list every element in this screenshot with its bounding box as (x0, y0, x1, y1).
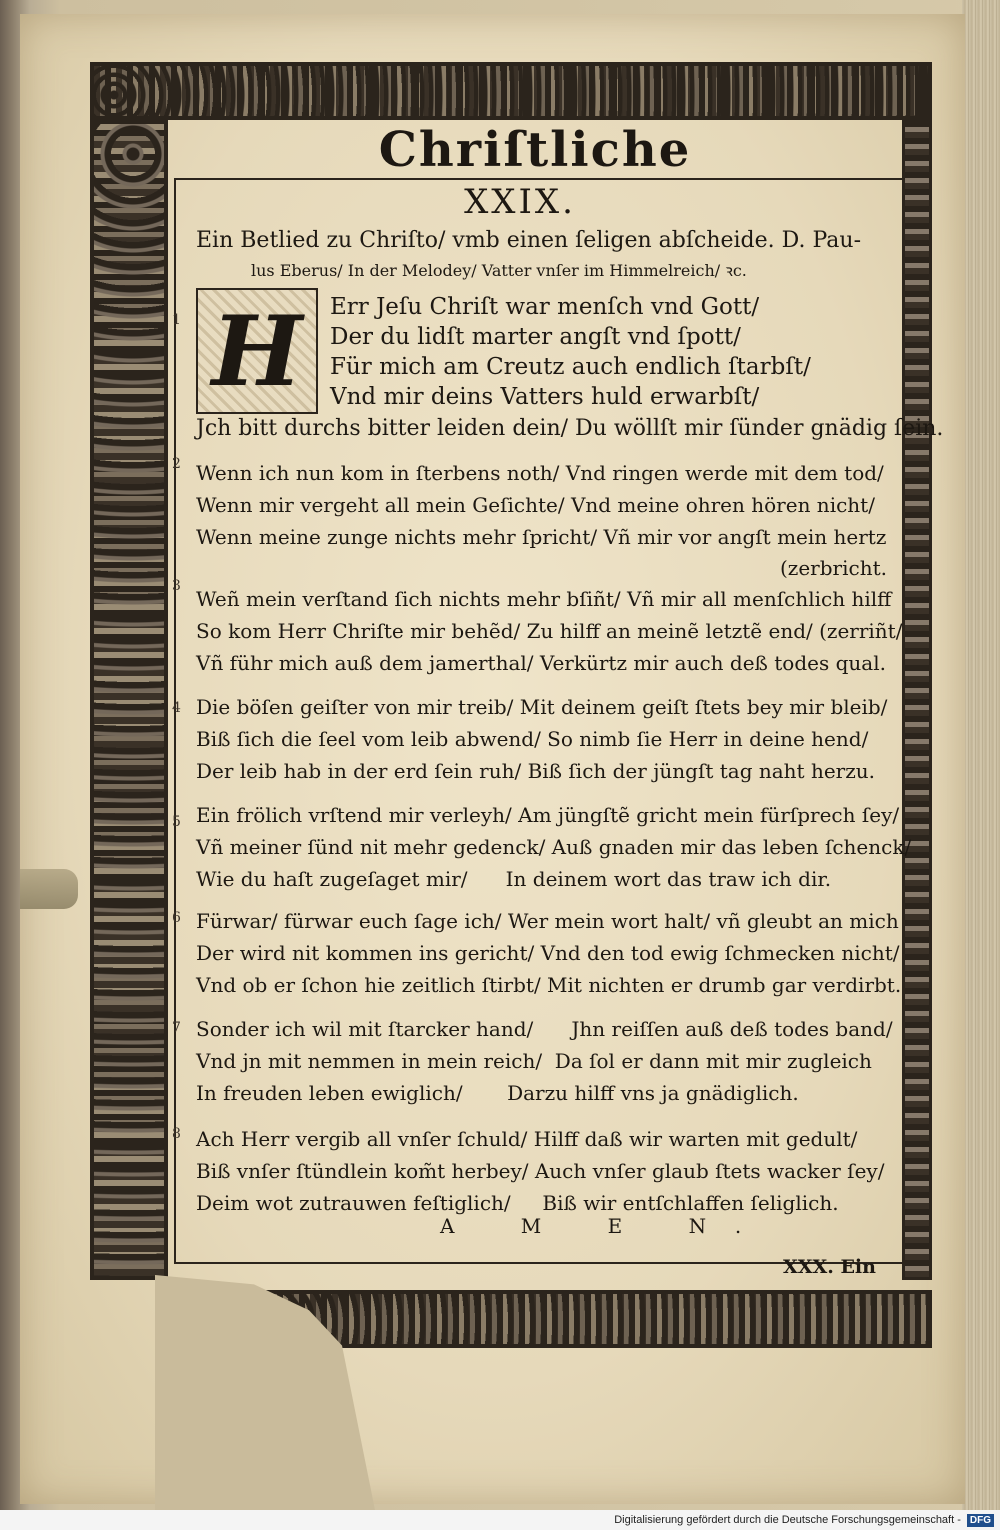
verse-line: Der du lidſt marter angſt vnd ſpott/ (330, 324, 741, 350)
intro-line-1: Ein Betlied zu Chriſto/ vmb einen ſeligen abſcheide. D. Pau- (196, 228, 862, 253)
verse-line: So kom Herr Chriſte mir behẽd/ Zu hilff an meinẽ letztẽ end/ (zerriñt/ (196, 619, 903, 643)
verse-number: 1 (172, 312, 181, 328)
verse-line: Wenn ich nun kom in ſterbens noth/ Vnd ringen werde mit dem tod/ (196, 461, 884, 485)
verse-line: Biß vnſer ſtündlein kom̃t herbey/ Auch vnſer glaub ſtets wacker ſey/ (196, 1159, 885, 1183)
verse-line: In freuden leben ewiglich/ Darzu hilff vns ja gnädiglich. (196, 1081, 799, 1105)
verse-line: Fürwar/ fürwar euch ſage ich/ Wer mein wort halt/ vñ gleubt an mich (196, 909, 899, 933)
ornamental-border-left (90, 120, 168, 1280)
amen: A M E N. (440, 1214, 772, 1238)
intro-line-2: lus Eberus/ In der Melodey/ Vatter vnſer im Himmelreich/ ꝛc. (251, 261, 747, 280)
verse-line: Ach Herr vergib all vnſer ſchuld/ Hilff daß wir warten mit gedult/ (196, 1127, 858, 1151)
verse-line: Vnd mir deins Vatters huld erwarbſt/ (330, 384, 760, 410)
verse-number: 7 (172, 1020, 181, 1036)
running-head-title: Chriſtliche (378, 122, 692, 178)
verse-number: 5 (172, 814, 181, 830)
digitization-footer (0, 1510, 1000, 1530)
verse-line: Deim wot zutrauwen feſtiglich/ Biß wir entſchlaffen ſeliglich. (196, 1191, 839, 1215)
verse-line: Sonder ich wil mit ſtarcker hand/ Jhn reiſſen auß deß todes band/ (196, 1017, 893, 1041)
verse-line: Jch bitt durchs bitter leiden dein/ Du wöllſt mir ſünder gnädig ſein. (196, 416, 944, 441)
verse-line: (zerbricht. (780, 556, 887, 580)
verse-line: Vnd jn mit nemmen in mein reich/ Da ſol er dann mit mir zugleich (196, 1049, 872, 1073)
verse-line: Der wird nit kommen ins gericht/ Vnd den tod ewig ſchmecken nicht/ (196, 941, 900, 965)
decorated-initial: H (196, 288, 318, 414)
catchword: XXX. Ein (783, 1256, 876, 1278)
page-clip (20, 869, 78, 909)
verse-number: 6 (172, 910, 181, 926)
ornamental-border-bottom (240, 1290, 932, 1348)
page-stack-edge (962, 0, 1000, 1510)
footer-credit: Digitalisierung gefördert durch die Deutsche Forschungsgemeinschaft - (614, 1514, 961, 1526)
verse-line: Vñ meiner ſünd nit mehr gedenck/ Auß gnaden mir das leben ſchenck/ (196, 835, 912, 859)
dfg-logo-icon: DFG (967, 1514, 994, 1527)
verse-line: Wie du haſt zugeſaget mir/ In deinem wort das traw ich dir. (196, 867, 832, 891)
verse-number: 8 (172, 1126, 181, 1142)
verse-line: Wenn meine zunge nichts mehr ſpricht/ Vñ mir vor angſt mein hertz (196, 525, 887, 549)
verse-line: Der leib hab in der erd ſein ruh/ Biß ſich der jüngſt tag naht herzu. (196, 759, 876, 783)
verse-number: 4 (172, 700, 181, 716)
verse-line: Wenn mir vergeht all mein Geſichte/ Vnd meine ohren hören nicht/ (196, 493, 875, 517)
ornamental-border-top (90, 62, 932, 120)
verse-number: 3 (172, 578, 181, 594)
song-number: XXIX. (464, 182, 576, 222)
verse-line: Ein frölich vrſtend mir verleyh/ Am jüngſtẽ gricht mein fürſprech ſey/ (196, 803, 900, 827)
verse-line: Biß ſich die ſeel vom leib abwend/ So nimb ſie Herr in deine hend/ (196, 727, 869, 751)
verse-number: 2 (172, 456, 181, 472)
song-intro (196, 226, 896, 286)
verse-line: Für mich am Creutz auch endlich ſtarbſt/ (330, 354, 811, 380)
verse-line: Err Jeſu Chriſt war menſch vnd Gott/ (330, 294, 760, 320)
verse-line: Vnd ob er ſchon hie zeitlich ſtirbt/ Mit nichten er drumb gar verdirbt. (196, 973, 902, 997)
verse-line: Weñ mein verſtand ſich nichts mehr bſiñt/ Vñ mir all menſchlich hilff (196, 587, 892, 611)
verse-line: Die böſen geiſter von mir treib/ Mit deinem geiſt ſtets bey mir bleib/ (196, 695, 888, 719)
ornamental-border-right (902, 120, 932, 1280)
verse-line: Vñ führ mich auß dem jamerthal/ Verkürtz mir auch deß todes qual. (196, 651, 886, 675)
